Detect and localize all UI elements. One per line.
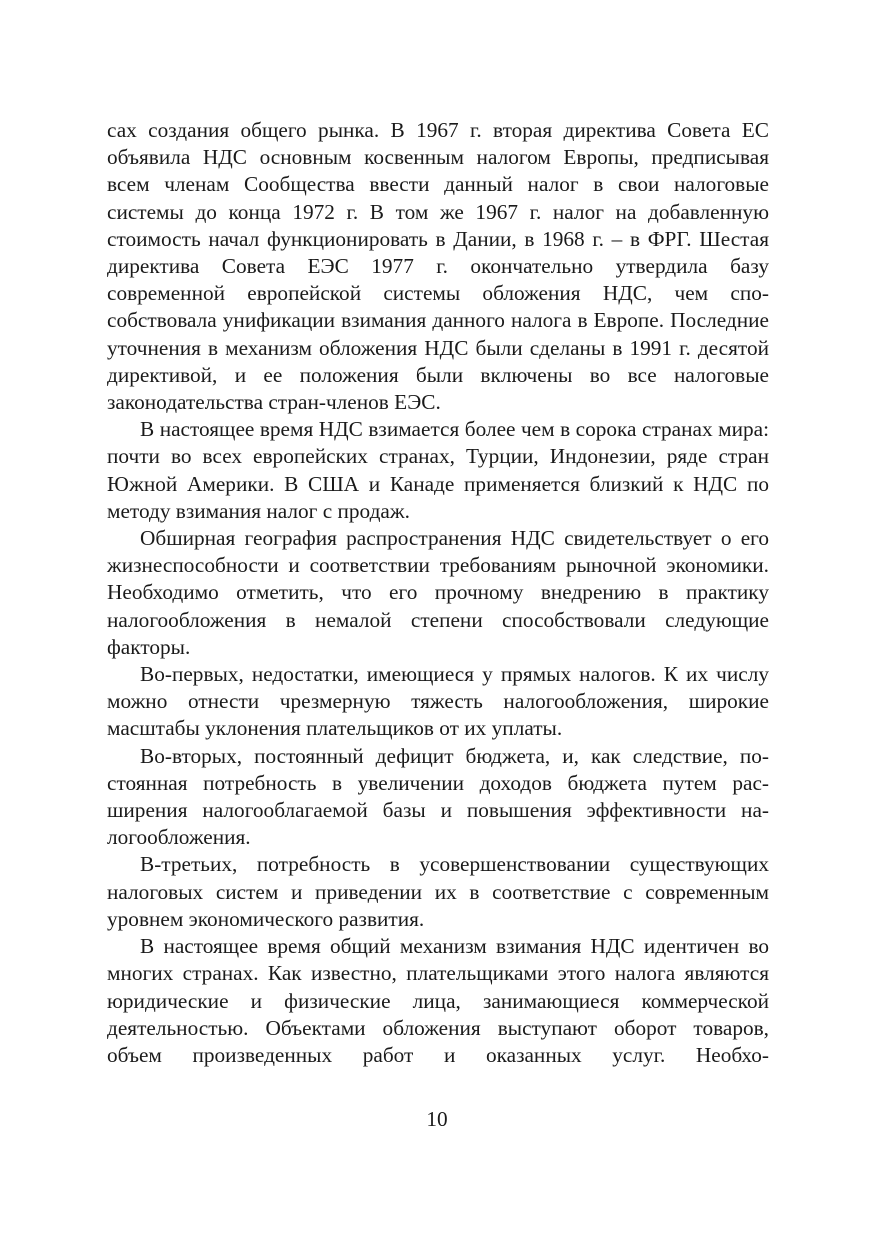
paragraph-vat-geography: Обширная география распространения НДС свидетельствует о его жизнеспособности и соответствии требованиям рыночной экономики. Необходимо отметить, что его прочному внедрению в практику налогообложения в немалой степени способствовали следующие факторы. xyxy=(107,526,769,659)
page-body-text xyxy=(107,117,769,1069)
paragraph-vat-history-continuation: сах создания общего рынка. В 1967 г. вторая директива Совета ЕС объявила НДС основным косвенным налогом Европы, предписывая всем членам Сообщества ввести данный налог в свои налоговые системы до конца 1972 г. В том же 1967 г. налог на добавленную стоимость начал функционировать в Дании, в 1968 г. – в ФРГ. Шестая директива Совета ЕЭС 1977 г. окончательно утвердила базу современной европейской системы обложения НДС, чем способствовала унификации взимания данного налога в Европе. Последние уточнения в механизм обложения НДС были сделаны в 1991 г. десятой директивой, и ее положения были включены во все налоговые законодательства стран-членов ЕЭС. xyxy=(107,118,769,415)
paragraph-vat-mechanism: В настоящее время общий механизм взимания НДС идентичен во многих странах. Как известно, плательщиками этого налога являются юридические и физические лица, занимающиеся коммерческой деятельностью. Объектами обложения выступают оборот товаров, объем произведенных работ и оказанных услуг. Необхо- xyxy=(107,934,769,1067)
paragraph-vat-countries: В настоящее время НДС взимается более чем в сорока странах мира: почти во всех европейских странах, Турции, Индонезии, ряде стран Южной Америки. В США и Канаде применяется близкий к НДС по методу взимания налог с продаж. xyxy=(107,417,769,523)
paragraph-factor-second: Во-вторых, постоянный дефицит бюджета, и, как следствие, постоянная потребность в увеличении доходов бюджета путем расширения налогооблагаемой базы и повышения эффективности налогообложения. xyxy=(107,743,769,850)
paragraph-factor-first: Во-первых, недостатки, имеющиеся у прямых налогов. К их числу можно отнести чрезмерную тяжесть налогообложения, широкие масштабы уклонения плательщиков от их уплаты. xyxy=(107,662,769,741)
page-number: 10 xyxy=(426,1107,448,1131)
paragraph-factor-third: В-третьих, потребность в усовершенствовании существующих налоговых систем и приведении их в соответствие с современным уровнем экономического развития. xyxy=(107,852,769,931)
